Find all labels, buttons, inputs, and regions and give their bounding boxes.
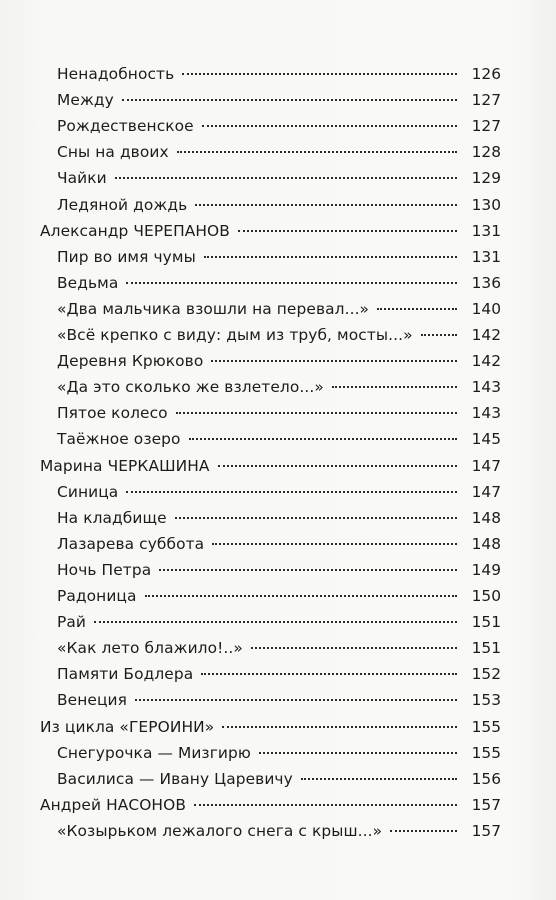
dot-leader: [238, 229, 457, 232]
toc-page-number: 157: [471, 821, 501, 840]
toc-entry-title: Ведьма: [57, 273, 119, 292]
toc-entry-title: Пир во имя чумы: [57, 247, 196, 266]
dot-leader: [194, 803, 457, 806]
toc-entry-row: [0, 400, 501, 426]
toc-section-row: [0, 218, 501, 244]
toc-entry-title: На кладбище: [57, 508, 167, 527]
toc-entry-title: «Как лето блажило!..»: [57, 639, 243, 658]
toc-entry-title: Лазарева суббота: [57, 534, 205, 553]
dot-leader: [176, 411, 457, 414]
toc-entry-title: Чайки: [57, 169, 107, 188]
toc-page-number: 149: [471, 560, 501, 579]
toc-entry-title: Рай: [57, 613, 87, 632]
toc-entry-row: [0, 583, 501, 609]
dot-leader: [211, 359, 457, 362]
toc-entry-title: Ненадобность: [57, 65, 175, 83]
dot-leader: [182, 72, 457, 75]
toc-section-row: [0, 453, 501, 479]
toc-entry-title: Радоница: [57, 587, 137, 605]
dot-leader: [126, 490, 457, 493]
toc-entry-row: [0, 661, 501, 687]
toc-entry-row: [0, 296, 501, 322]
toc-page-number: 128: [471, 143, 501, 162]
toc-entry-title: Сны на двоих: [57, 143, 169, 162]
toc-entry-title: «Да это сколько же взлетело...»: [57, 378, 324, 397]
dot-leader: [251, 646, 457, 649]
toc-entry-title: «Два мальчика взошли на перевал...»: [57, 299, 370, 318]
dot-leader: [135, 698, 457, 701]
toc-entry-title: Между: [57, 91, 114, 110]
toc-entry-row: [0, 557, 501, 583]
dot-leader: [202, 124, 457, 127]
toc-section-row: [0, 792, 501, 818]
toc-section-row: [0, 714, 501, 740]
toc-entry-row: [0, 609, 501, 635]
dot-leader: [421, 333, 457, 336]
toc-entry-row: [0, 531, 501, 557]
toc-entry-title: Снегурочка — Мизгирю: [57, 743, 251, 762]
toc-page-number: 129: [471, 169, 501, 188]
dot-leader: [204, 255, 457, 258]
toc-entry-row: [0, 766, 501, 792]
toc-page-number: 127: [471, 91, 501, 110]
toc-entry-title: Венеция: [57, 691, 127, 710]
toc-entry-title: Синица: [57, 482, 119, 501]
toc-entry-row: [0, 270, 501, 296]
toc-entry-row: [0, 635, 501, 661]
toc-entry-row: [0, 113, 501, 139]
toc-page-number: 140: [471, 299, 501, 318]
toc-entry-row: [0, 505, 501, 531]
dot-leader: [189, 437, 457, 440]
toc-page-number: 147: [471, 482, 501, 501]
toc-entry-title: Василиса — Ивану Царевичу: [57, 769, 293, 788]
toc-entry-row: [0, 818, 501, 844]
dot-leader: [259, 751, 457, 754]
toc-page-number: 131: [471, 247, 501, 266]
toc-section-title: Андрей НАСОНОВ: [40, 795, 186, 814]
dot-leader: [94, 620, 457, 623]
toc-entry-row: [0, 348, 501, 374]
dot-leader: [195, 203, 457, 206]
toc-page-number: 127: [471, 117, 501, 136]
dot-leader: [390, 829, 457, 832]
toc-page-number: 143: [471, 404, 501, 423]
toc-page-number: 151: [471, 639, 501, 658]
toc-page-number: 131: [471, 221, 501, 240]
toc-page-number: 156: [471, 769, 501, 788]
dot-leader: [145, 594, 457, 597]
toc-page-number: 143: [471, 378, 501, 397]
toc-entry-row: [0, 244, 501, 270]
toc-page-number: 148: [471, 508, 501, 527]
toc-entry-row: [0, 61, 501, 87]
toc-entry-row: [0, 322, 501, 348]
toc-entry-row: [0, 374, 501, 400]
toc-entry-title: Деревня Крюково: [57, 352, 204, 371]
toc-page-number: 151: [471, 613, 501, 632]
dot-leader: [115, 176, 457, 179]
toc-entry-title: Пятое колесо: [57, 404, 168, 423]
toc-entry-title: Ледяной дождь: [57, 195, 188, 214]
toc-page-number: 155: [471, 743, 501, 762]
toc-entry-title: Рождественское: [57, 117, 194, 136]
toc-page-number: 157: [471, 795, 501, 814]
toc-entry-row: [0, 165, 501, 191]
dot-leader: [159, 568, 457, 571]
dot-leader: [175, 516, 457, 519]
toc-entry-title: Таёжное озеро: [57, 430, 181, 449]
toc-page-number: 148: [471, 534, 501, 553]
toc-section-title: Из цикла «ГЕРОИНИ»: [40, 717, 215, 736]
dot-leader: [201, 672, 457, 675]
toc-entry-title: «Козырьком лежалого снега с крыш...»: [57, 821, 383, 840]
toc-page-number: 130: [471, 195, 501, 214]
toc-page-number: 152: [471, 665, 501, 684]
dot-leader: [301, 777, 457, 780]
toc-section-title: Марина ЧЕРКАШИНА: [40, 456, 210, 475]
dot-leader: [222, 725, 457, 728]
dot-leader: [177, 150, 457, 153]
toc-entry-title: Ночь Петра: [57, 560, 152, 579]
toc-entry-row: [0, 192, 501, 218]
toc-page-number: 153: [471, 691, 501, 710]
toc-page-number: 136: [471, 273, 501, 292]
dot-leader: [212, 542, 457, 545]
dot-leader: [332, 385, 457, 388]
toc-entry-row: [0, 687, 501, 713]
dot-leader: [218, 464, 457, 467]
toc-page-number: 145: [471, 430, 501, 449]
toc-section-title: Александр ЧЕРЕПАНОВ: [40, 221, 230, 240]
toc-entry-row: [0, 479, 501, 505]
dot-leader: [126, 281, 457, 284]
toc-entry-row: [0, 139, 501, 165]
toc-entry-title: «Всё крепко с виду: дым из труб, мосты...»: [57, 326, 413, 344]
dot-leader: [377, 307, 457, 310]
toc-page-number: 126: [471, 65, 501, 83]
toc-entry-title: Памяти Бодлера: [57, 665, 194, 684]
toc-page-number: 155: [471, 717, 501, 736]
toc-page-number: 150: [471, 587, 501, 605]
dot-leader: [122, 98, 457, 101]
toc-entry-row: [0, 426, 501, 452]
toc-page-number: 142: [471, 352, 501, 371]
toc-entry-row: [0, 740, 501, 766]
toc-page-number: 142: [471, 326, 501, 344]
toc-page-number: 147: [471, 456, 501, 475]
toc-entry-row: [0, 87, 501, 113]
